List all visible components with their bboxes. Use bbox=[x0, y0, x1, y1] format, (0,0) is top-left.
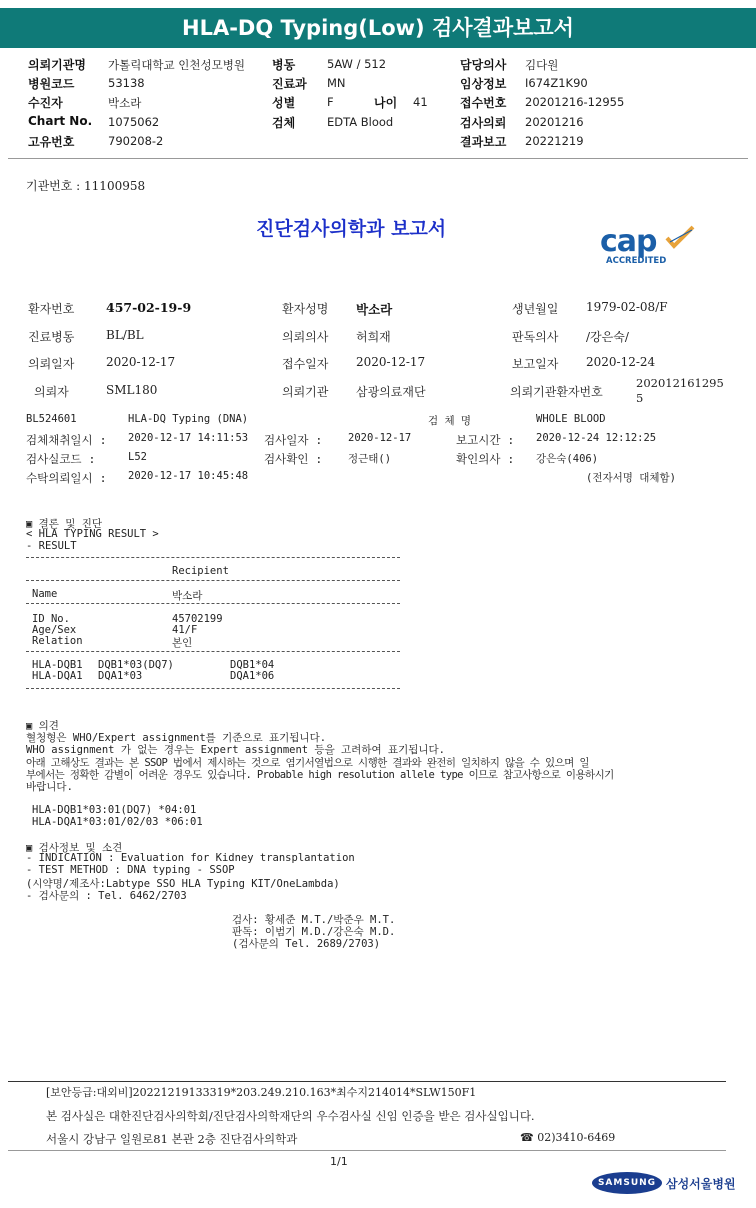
page-number: 1/1 bbox=[330, 1155, 348, 1168]
certification-note: 본 검사실은 대한진단검사의학회/진단검사의학재단의 우수검사실 신임 인증을 받은 검사실입니다. bbox=[46, 1109, 535, 1123]
allele-detail: HLA-DQA1*03:01/02/03 *06:01 bbox=[32, 816, 203, 828]
lab-address: 서울시 강남구 일원로81 본관 2층 진단검사의학과 bbox=[46, 1132, 298, 1146]
collect-value: 2020-12-17 14:11:53 bbox=[128, 432, 249, 444]
header-value: 790208-2 bbox=[108, 134, 164, 148]
footer-divider bbox=[8, 1081, 726, 1082]
header-value: 20221219 bbox=[525, 134, 584, 148]
header-value: I674Z1K90 bbox=[525, 76, 588, 90]
dashed-divider bbox=[26, 603, 400, 604]
dob-value: 1979-02-08/F bbox=[586, 300, 668, 314]
confirm-doctor-label: 확인의사 : bbox=[456, 452, 515, 466]
method-section-title: ▣ 검사정보 및 소견 bbox=[26, 842, 123, 854]
header-value: EDTA Blood bbox=[327, 115, 394, 129]
result-section-title: ▣ 결론 및 진단 bbox=[26, 518, 103, 530]
confirm-value: 정근태() bbox=[348, 453, 392, 465]
institution-patient-no-cont: 5 bbox=[636, 391, 644, 405]
esign-note: (전자서명 대체함) bbox=[586, 472, 676, 484]
requester-label: 의뢰자 bbox=[34, 385, 69, 399]
dashed-divider bbox=[26, 651, 400, 652]
opinion-line: 바랍니다. bbox=[26, 781, 73, 793]
report-title: 진단검사의학과 보고서 bbox=[256, 218, 447, 240]
header-label: 병원코드 bbox=[28, 77, 75, 91]
header-value: 5AW / 512 bbox=[327, 57, 387, 71]
header-value: 53138 bbox=[108, 76, 145, 90]
test-date: 2020-12-17 bbox=[348, 432, 412, 444]
allele-dqa1-1: DQA1*03 bbox=[98, 670, 143, 682]
header-label: 의뢰기관명 bbox=[28, 58, 86, 72]
header-value: 41 bbox=[413, 95, 428, 109]
method-line: - INDICATION : Evaluation for Kidney transplantation bbox=[26, 852, 355, 864]
header-value: F bbox=[327, 95, 334, 109]
dashed-divider bbox=[26, 557, 400, 558]
cap-accredited-text: ACCREDITED bbox=[606, 256, 667, 266]
test-date-label: 검사일자 : bbox=[264, 433, 323, 447]
dashed-divider bbox=[26, 688, 400, 689]
locus-dqb1: HLA-DQB1 bbox=[32, 659, 83, 671]
result-subheading: - RESULT bbox=[26, 540, 77, 552]
request-institution-label: 의뢰기관 bbox=[282, 385, 329, 399]
security-line: [보안등급:대외비]20221219133319*203.249.210.163*최수지214014*SLW150F1 bbox=[46, 1086, 477, 1099]
request-date-label: 의뢰일자 bbox=[28, 357, 75, 371]
ward-value: BL/BL bbox=[106, 328, 144, 342]
header-label: 검사의뢰 bbox=[460, 116, 507, 130]
header-label: 결과보고 bbox=[460, 135, 507, 149]
relation-value: 본인 bbox=[172, 637, 193, 649]
lab-code-label: 검사실코드 : bbox=[26, 452, 96, 466]
header-value: 20201216-12955 bbox=[525, 95, 625, 109]
name-label: Name bbox=[32, 588, 58, 600]
confirm-doctor: 강은숙(406) bbox=[536, 453, 599, 465]
header-label: 임상정보 bbox=[460, 77, 507, 91]
signature-line: 판독: 이범기 M.D./강은숙 M.D. bbox=[232, 926, 396, 938]
doctor-label: 의뢰의사 bbox=[282, 330, 329, 344]
requester-value: SML180 bbox=[106, 383, 158, 397]
opinion-section-title: ▣ 의견 bbox=[26, 720, 59, 732]
id-value: 45702199 bbox=[172, 613, 223, 625]
collect-label: 검체채취일시 : bbox=[26, 433, 107, 447]
allele-dqa1-2: DQA1*06 bbox=[230, 670, 275, 682]
test-name: HLA-DQ Typing (DNA) bbox=[128, 413, 249, 425]
specimen-value: WHOLE BLOOD bbox=[536, 413, 606, 425]
method-line: - 검사문의 : Tel. 6462/2703 bbox=[26, 890, 187, 902]
divider bbox=[8, 158, 748, 159]
age-sex-value: 41/F bbox=[172, 624, 198, 636]
header-label: 성별 bbox=[272, 96, 296, 110]
footer-divider bbox=[8, 1150, 726, 1151]
opinion-line: 혈청형은 WHO/Expert assignment를 기준으로 표기됩니다. bbox=[26, 732, 327, 744]
patient-no-label: 환자번호 bbox=[28, 302, 75, 316]
report-date-label: 보고일자 bbox=[512, 357, 559, 371]
cap-accredited-logo bbox=[596, 222, 706, 272]
report-time-label: 보고시간 : bbox=[456, 433, 515, 447]
recipient-header: Recipient bbox=[172, 565, 229, 577]
header-value: 박소라 bbox=[108, 96, 142, 110]
opinion-line: 부에서는 정확한 감별이 어려운 경우도 있습니다. Probable high resolution allele type 이므로 참고사항으로 이용하시기 bbox=[26, 769, 614, 781]
reader-label: 판독의사 bbox=[512, 330, 559, 344]
receive-date-label: 접수일자 bbox=[282, 357, 329, 371]
institution-patient-no-label: 의뢰기관환자번호 bbox=[510, 385, 603, 399]
consign-value: 2020-12-17 10:45:48 bbox=[128, 470, 249, 482]
header-label: Chart No. bbox=[28, 114, 93, 128]
header-label: 병동 bbox=[272, 58, 296, 72]
patient-no: 457-02-19-9 bbox=[106, 300, 192, 315]
request-institution: 삼광의료재단 bbox=[356, 385, 426, 399]
header-label: 고유번호 bbox=[28, 135, 75, 149]
request-date: 2020-12-17 bbox=[106, 355, 176, 369]
report-date: 2020-12-24 bbox=[586, 355, 656, 369]
header-label: 접수번호 bbox=[460, 96, 507, 110]
header-value: 1075062 bbox=[108, 115, 160, 129]
signature-line: (검사문의 Tel. 2689/2703) bbox=[232, 938, 381, 950]
header-label: 나이 bbox=[374, 96, 398, 110]
allele-dqb1-2: DQB1*04 bbox=[230, 659, 275, 671]
age-sex-label: Age/Sex bbox=[32, 624, 77, 636]
checkmark-icon bbox=[664, 224, 696, 250]
samsung-logo: SAMSUNG bbox=[592, 1172, 662, 1194]
dob-label: 생년월일 bbox=[512, 302, 559, 316]
institution-patient-no: 202012161295 bbox=[636, 376, 724, 390]
report-banner-title: HLA-DQ Typing(Low) 검사결과보고서 bbox=[0, 8, 756, 48]
patient-name: 박소라 bbox=[356, 302, 393, 317]
method-line: (시약명/제조사:Labtype SSO HLA Typing KIT/OneLambda) bbox=[26, 878, 340, 890]
signature-line: 검사: 황세준 M.T./박준우 M.T. bbox=[232, 914, 396, 926]
header-label: 검체 bbox=[272, 116, 296, 130]
patient-name-label: 환자성명 bbox=[282, 302, 329, 316]
method-line: - TEST METHOD : DNA typing - SSOP bbox=[26, 864, 235, 876]
relation-label: Relation bbox=[32, 635, 83, 647]
header-value: 김다원 bbox=[525, 58, 559, 72]
opinion-line: 아래 고해상도 결과는 본 SSOP 법에서 제시하는 것으로 염기서열법으로 시행한 결과와 완전히 일치하지 않을 수 있으며 일 bbox=[26, 757, 589, 769]
hospital-name-logo: 삼성서울병원 bbox=[666, 1177, 736, 1191]
report-time: 2020-12-24 12:12:25 bbox=[536, 432, 657, 444]
test-code: BL524601 bbox=[26, 413, 77, 425]
dashed-divider bbox=[26, 580, 400, 581]
reader-value: /강은숙/ bbox=[586, 330, 629, 344]
result-heading: < HLA TYPING RESULT > bbox=[26, 528, 159, 540]
receive-date: 2020-12-17 bbox=[356, 355, 426, 369]
specimen-label: 검 체 명 bbox=[428, 415, 472, 427]
recipient-name: 박소라 bbox=[172, 590, 203, 602]
header-label: 진료과 bbox=[272, 77, 307, 91]
consign-label: 수탁의뢰일시 : bbox=[26, 471, 107, 485]
header-label: 담당의사 bbox=[460, 58, 507, 72]
confirm-label: 검사확인 : bbox=[264, 452, 323, 466]
opinion-line: WHO assignment 가 없는 경우는 Expert assignment 등을 고려하여 표기됩니다. bbox=[26, 744, 445, 756]
institution-number: 기관번호 : 11100958 bbox=[26, 179, 146, 193]
locus-dqa1: HLA-DQA1 bbox=[32, 670, 83, 682]
doctor-value: 허희재 bbox=[356, 330, 391, 344]
header-label: 수진자 bbox=[28, 96, 63, 110]
header-value: 20201216 bbox=[525, 115, 584, 129]
id-label: ID No. bbox=[32, 613, 70, 625]
ward-label: 진료병동 bbox=[28, 330, 75, 344]
allele-dqb1-1: DQB1*03(DQ7) bbox=[98, 659, 174, 671]
cap-logo-word: cap bbox=[600, 224, 657, 259]
header-value: MN bbox=[327, 76, 346, 90]
lab-code: L52 bbox=[128, 451, 147, 463]
allele-detail: HLA-DQB1*03:01(DQ7) *04:01 bbox=[32, 804, 197, 816]
header-value: 가톨릭대학교 인천성모병원 bbox=[108, 58, 245, 72]
lab-phone: ☎ 02)3410-6469 bbox=[520, 1131, 616, 1144]
